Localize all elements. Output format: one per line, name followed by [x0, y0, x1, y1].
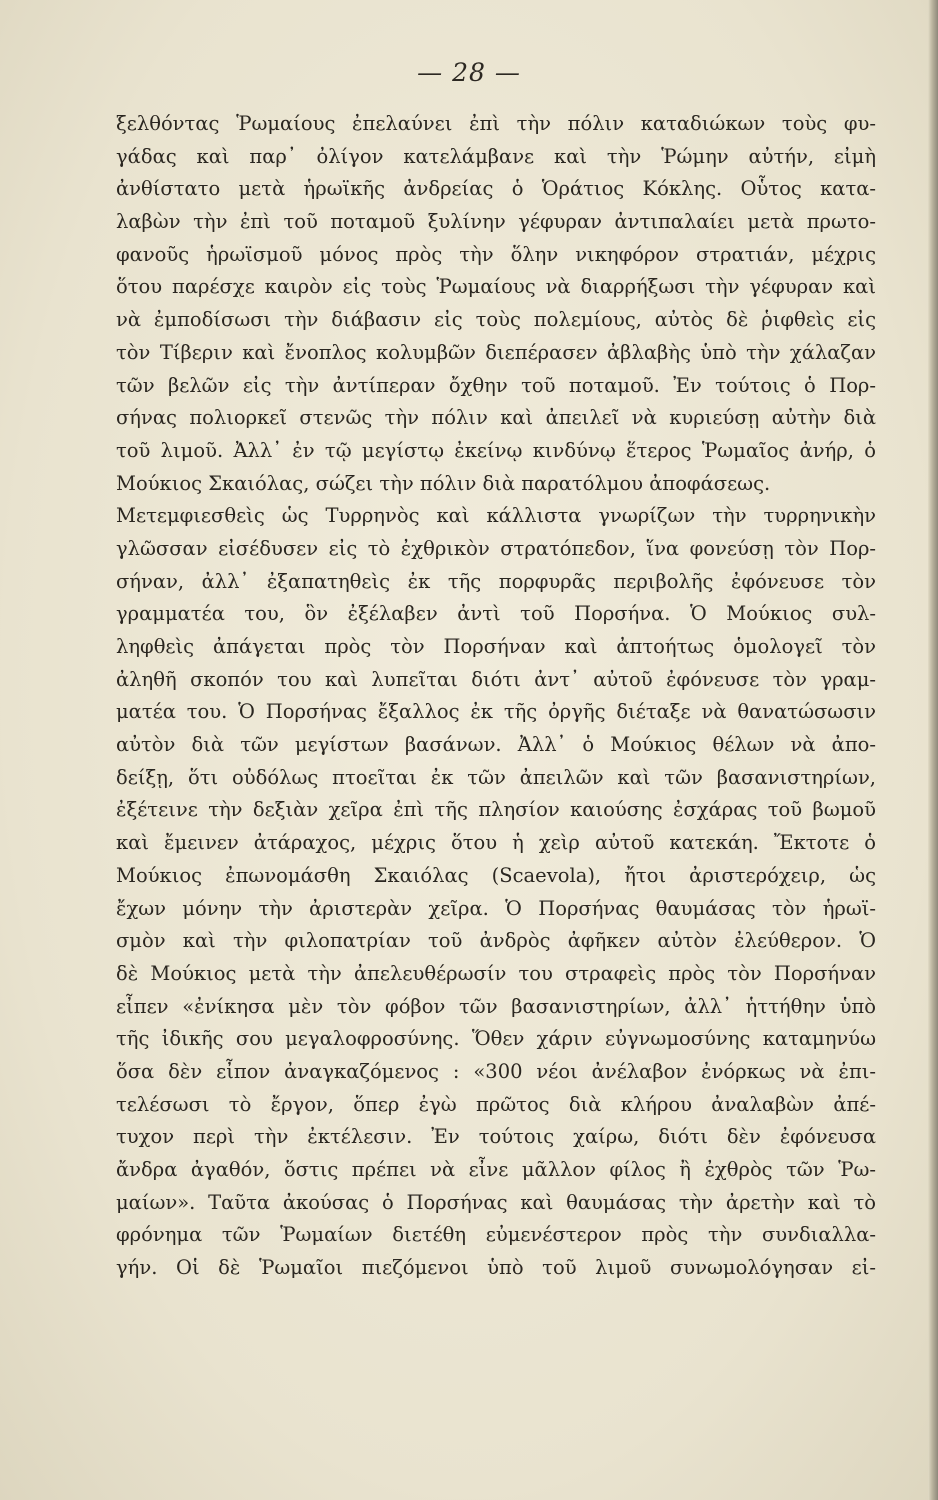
- text-line: ἐξέτεινε τὴν δεξιὰν χεῖρα ἐπὶ τῆς πλησίον καιούσης ἐσχάρας τοῦ βωμοῦ: [116, 798, 876, 822]
- text-line: αὐτὸν διὰ τῶν μεγίστων βασάνων. Ἀλλ᾿ ὁ Μούκιος θέλων νὰ ἀπο-: [116, 733, 876, 757]
- text-line: ξελθόντας Ῥωμαίους ἐπελαύνει ἐπὶ τὴν πόλιν καταδιώκων τοὺς φυ-: [116, 112, 876, 135]
- text-line: Μούκιος Σκαιόλας, σώζει τὴν πόλιν διὰ παρατόλμου ἀποφάσεως.: [116, 471, 771, 495]
- text-line: λαβὼν τὴν ἐπὶ τοῦ ποταμοῦ ξυλίνην γέφυραν ἀντιπαλαίει μετὰ πρωτο-: [116, 210, 876, 234]
- text-line: σήνας πολιορκεῖ στενῶς τὴν πόλιν καὶ ἀπειλεῖ νὰ κυριεύσῃ αὐτὴν διὰ: [116, 406, 876, 430]
- text-line: γραμματέα του, ὃν ἐξέλαβεν ἀντὶ τοῦ Πορσήνα. Ὁ Μούκιος συλ-: [116, 602, 876, 626]
- text-line: τῶν βελῶν εἰς τὴν ἀντίπεραν ὄχθην τοῦ ποταμοῦ. Ἐν τούτοις ὁ Πορ-: [116, 373, 876, 397]
- text-line: γάδας καὶ παρ᾿ ὀλίγον κατελάμβανε καὶ τὴν Ῥώμην αὐτήν, εἰμὴ: [116, 144, 876, 168]
- text-line: γήν. Οἱ δὲ Ῥωμαῖοι πιεζόμενοι ὑπὸ τοῦ λιμοῦ συνωμολόγησαν εἰ-: [116, 1256, 876, 1280]
- text-line: σμὸν καὶ τὴν φιλοπατρίαν τοῦ ἀνδρὸς ἀφῆκεν αὐτὸν ἐλεύθερον. Ὁ: [116, 929, 876, 953]
- text-line: ἀνθίστατο μετὰ ἡρωϊκῆς ἀνδρείας ὁ Ὁράτιος Κόκλης. Οὗτος κατα-: [116, 177, 876, 201]
- text-line: δείξῃ, ὅτι οὐδόλως πτοεῖται ἐκ τῶν ἀπειλῶν καὶ τῶν βασανιστηρίων,: [116, 765, 876, 789]
- text-line: τοῦ λιμοῦ. Ἀλλ᾿ ἐν τῷ μεγίστῳ ἐκείνῳ κινδύνῳ ἕτερος Ῥωμαῖος ἀνήρ, ὁ: [116, 438, 876, 462]
- text-line: τυχον περὶ τὴν ἐκτέλεσιν. Ἐν τούτοις χαίρω, διότι δὲν ἐφόνευσα: [116, 1125, 876, 1149]
- text-line: Μετεμφιεσθεὶς ὡς Τυρρηνὸς καὶ κάλλιστα γνωρίζων τὴν τυρρηνικὴν: [116, 504, 876, 528]
- text-line: ἄνδρα ἀγαθόν, ὅστις πρέπει νὰ εἶνε μᾶλλον φίλος ἢ ἐχθρὸς τῶν Ῥω-: [116, 1158, 876, 1181]
- text-line: ματέα του. Ὁ Πορσήνας ἔξαλλος ἐκ τῆς ὀργῆς διέταξε νὰ θανατώσωσιν: [116, 700, 876, 724]
- text-line: δὲ Μούκιος μετὰ τὴν ἀπελευθέρωσίν του στραφεὶς πρὸς τὸν Πορσήναν: [116, 961, 876, 985]
- text-line: ὅσα δὲν εἶπον ἀναγκαζόμενος : «300 νέοι ἀνέλαβον ἐνόρκως νὰ ἐπι-: [116, 1059, 876, 1083]
- text-line: τὸν Τίβεριν καὶ ἔνοπλος κολυμβῶν διεπέρασεν ἀβλαβὴς ὑπὸ τὴν χάλαζαν: [116, 340, 876, 364]
- text-line: μαίων». Ταῦτα ἀκούσας ὁ Πορσήνας καὶ θαυμάσας τὴν ἀρετὴν καὶ τὸ: [116, 1190, 876, 1214]
- text-line: τῆς ἰδικῆς σου μεγαλοφροσύνης. Ὅθεν χάριν εὐγνωμοσύνης καταμηνύω: [116, 1027, 876, 1051]
- text-line: καὶ ἔμεινεν ἀτάραχος, μέχρις ὅτου ἡ χεὶρ αὐτοῦ κατεκάη. Ἔκτοτε ὁ: [116, 831, 876, 855]
- text-line: γλῶσσαν εἰσέδυσεν εἰς τὸ ἐχθρικὸν στρατόπεδον, ἵνα φονεύσῃ τὸν Πορ-: [116, 536, 876, 560]
- text-line: ὅτου παρέσχε καιρὸν εἰς τοὺς Ῥωμαίους νὰ διαρρήξωσι τὴν γέφυραν καὶ: [116, 275, 876, 299]
- text-line: ἔχων μόνην τὴν ἀριστερὰν χεῖρα. Ὁ Πορσήνας θαυμάσας τὸν ἡρωϊ-: [116, 896, 876, 920]
- body-text: [116, 108, 876, 1285]
- text-line: Μούκιος ἐπωνομάσθη Σκαιόλας (Scaevola), ἤτοι ἀριστερόχειρ, ὡς: [116, 863, 876, 887]
- text-line: φρόνημα τῶν Ῥωμαίων διετέθη εὐμενέστερον πρὸς τὴν συνδιαλλα-: [116, 1223, 876, 1247]
- text-line: φανοῦς ἡρωϊσμοῦ μόνος πρὸς τὴν ὅλην νικηφόρον στρατιάν, μέχρις: [116, 242, 876, 266]
- page-number: — 28 —: [417, 58, 521, 87]
- text-line: εἶπεν «ἐνίκησα μὲν τὸν φόβον τῶν βασανιστηρίων, ἀλλ᾿ ἡττήθην ὑπὸ: [116, 994, 876, 1018]
- text-line: τελέσωσι τὸ ἔργον, ὅπερ ἐγὼ πρῶτος διὰ κλήρου ἀναλαβὼν ἀπέ-: [116, 1092, 876, 1116]
- text-line: νὰ ἐμποδίσωσι τὴν διάβασιν εἰς τοὺς πολεμίους, αὐτὸς δὲ ῥιφθεὶς εἰς: [116, 308, 876, 332]
- text-line: σήναν, ἀλλ᾿ ἐξαπατηθεὶς ἐκ τῆς πορφυρᾶς περιβολῆς ἐφόνευσε τὸν: [116, 569, 876, 593]
- page-edge-shadow: [928, 0, 938, 1500]
- text-line: ἀληθῆ σκοπόν του καὶ λυπεῖται διότι ἀντ᾿ αὐτοῦ ἐφόνευσε τὸν γραμ-: [116, 667, 876, 691]
- text-line: ληφθεὶς ἀπάγεται πρὸς τὸν Πορσήναν καὶ ἀπτοήτως ὁμολογεῖ τὸν: [116, 635, 876, 658]
